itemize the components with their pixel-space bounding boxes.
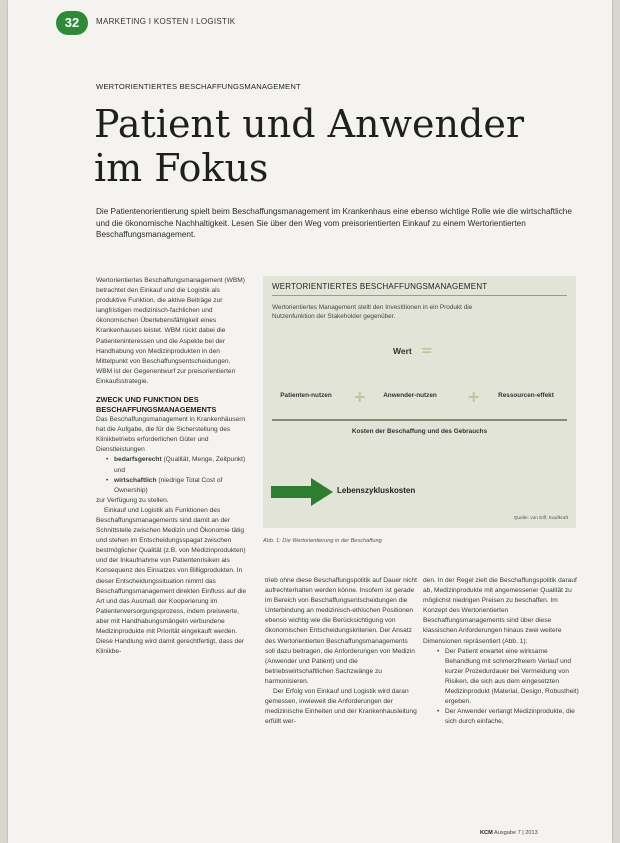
title-line-1: Patient und Anwender xyxy=(94,102,524,146)
plus-symbol: + xyxy=(353,387,367,406)
article-lead: Die Patientenorientierung spielt beim Beschaffungsmanagement im Krankenhaus eine ebenso wichtige Rolle wie die wirtschaftliche und die ökonomische Nachhaltigkeit. Lesen Sie über den Weg vom preisorientierten Einkauf zu einem Wertorientierten Beschaffungsmanagement. xyxy=(96,207,572,239)
section-heading: ZWECK UND FUNKTION DES BESCHAFFUNGSMANAGEMENTS xyxy=(96,395,217,415)
arrow-right-icon xyxy=(271,478,335,506)
column-3 xyxy=(423,576,579,727)
list-item xyxy=(114,455,248,475)
column-2 xyxy=(265,576,417,727)
footer-brand: KCM xyxy=(480,830,493,836)
bullet-bold: wirtschaftlich xyxy=(114,476,157,484)
column-1-intro xyxy=(96,276,248,657)
paragraph: Das Beschaffungsmanagement in Krankenhäusern hat die Aufgabe, die für die Sicherstellung des Klinikbetriebs erforderlichen Güter und Dienstleistungen xyxy=(96,416,246,454)
figure-caption: Abb. 1: Die Wertorientierung in der Beschaffung xyxy=(263,538,382,544)
bullet-text: (Qualität, Menge, Zeitpunkt) und xyxy=(114,456,246,474)
term-anwendernutzen: Anwender-nutzen xyxy=(383,392,437,399)
infobox-figure xyxy=(263,276,576,528)
bullet-text: (niedrige Total Cost of Ownership) xyxy=(114,476,223,494)
paragraph: zur Verfügung zu stellen. xyxy=(96,496,169,504)
infobox-description: Wertorientiertes Management stellt den Investitionen in ein Produkt die Nutzenfunktion der Stakeholder gegenüber. xyxy=(272,304,473,320)
article-kicker: WERTORIENTIERTES BESCHAFFUNGSMANAGEMENT xyxy=(96,82,301,91)
title-line-2: im Fokus xyxy=(94,146,269,190)
paragraph: Einkauf und Logistik als Funktionen des Beschaffungsmanagements sind damit an der Schnittstelle zwischen Medizin und Ökonomie tätig und stehen im Entscheidungsspagat zwischen bestmöglicher Qualität (z.B. von Medizinprodukten) und der Inkaufnahme von Patientenrisiken als Konsequenz des Einsatzes von Billigprodukten. In dieser Entscheidungssituation nimmt das Beschaffungsmanagement direkten Einfluss auf die Art und das Ausmaß der Kooperierung im Patientenversorgungsprozess, indem preiswerte, aber mit Handhabungsmängeln verbundene Medizinprodukte mit Priorität eingekauft werden. Diese Handlung wird damit gerechtfertigt, dass der Klinikbe- xyxy=(96,506,247,656)
magazine-page xyxy=(8,0,612,843)
infobox-title: WERTORIENTIERTES BESCHAFFUNGSMANAGEMENT xyxy=(272,282,488,291)
intro-paragraph: Wertorientiertes Beschaffungsmanagement (WBM) betrachtet den Einkauf und die Logistik als produktive Funktion, die aktive Beiträge zur langfristigen medizinisch-fachlichen und ökonomischen Überlebensfähigkeit eines Krankenhauses leistet. WBM rückt dabei die Patienteninteressen und die Aspekte bei der Handhabung von Medizinprodukten in den Mittelpunkt von Beschaffungsentscheidungen. WBM ist der Gegenentwurf zur preisorientierten Einkaufsstrategie. xyxy=(96,277,245,385)
term-ressourceneffekt: Ressourcen-effekt xyxy=(498,392,554,399)
list-item xyxy=(114,476,248,496)
article-title xyxy=(94,102,524,190)
paragraph: Der Erfolg von Einkauf und Logistik wird daran gemessen, inwieweit die Anforderungen der medizinische Einheiten und der Krankenhausleitung erfüllt wer- xyxy=(265,688,417,726)
divider xyxy=(272,295,567,296)
paragraph: trieb ohne diese Beschaffungspolitik auf Dauer nicht aufrechterhalten werden könne. Insofern ist gerade im Bereich von Beschaffungsentscheidungen die Unterbindung an medizinisch-ethischen Positionen ebenso wichtig wie die Berücksichtigung von ökonomischen Entscheidungskriterien. Der Ansatz des Wertorientierten Beschaffungsmanagements soll dazu beitragen, die Anforderungen von Medizin (Anwender und Patient) und die betriebswirtschaftlichen Sachzwänge zu harmonisieren. xyxy=(265,577,417,685)
bullet-list xyxy=(96,455,248,495)
plus-symbol: + xyxy=(467,387,481,406)
page-footer xyxy=(480,830,538,836)
source-note: Quelle: von Eiff, Kaufkraft xyxy=(513,516,568,521)
section-header: MARKETING I KOSTEN I LOGISTIK xyxy=(96,17,236,26)
list-item: • Der Anwender verlangt Medizinprodukte, die sich durch einfache, xyxy=(445,707,579,727)
footer-issue: Ausgabe 7 | 2013 xyxy=(494,830,538,836)
term-patientennutzen: Patienten-nutzen xyxy=(280,392,332,399)
equals-symbol: = xyxy=(421,343,433,359)
divider xyxy=(272,419,567,421)
paragraph: den. In der Regel zielt die Beschaffungspolitik darauf ab, Medizinprodukte mit angemessener Qualität zu möglichst niedrigen Preisen zu beschaffen. Im Konzept des Wertorientierten Beschaffungsmanagements sind über diese klassischen Anforderungen hinaus zwei weitere Dimensionen repräsentiert (Abb. 1): xyxy=(423,577,577,645)
bullet-bold: bedarfsgerecht xyxy=(114,456,162,464)
page-number-badge: 32 xyxy=(56,11,88,35)
list-item: • Der Patient erwartet eine wirksame Behandlung mit schmerzfreiem Verlauf und kurzer Prozedurdauer bei Vermeidung von Risiken, die sich aus dem eingesetzten Medizinprodukt (Material, Design, Robustheit) ergeben. xyxy=(445,647,579,708)
lebenszykluskosten-label: Lebenszykluskosten xyxy=(337,486,416,495)
bullet-list xyxy=(423,647,579,728)
kosten-label: Kosten der Beschaffung und des Gebrauchs xyxy=(351,428,488,435)
wert-label: Wert xyxy=(393,346,412,356)
